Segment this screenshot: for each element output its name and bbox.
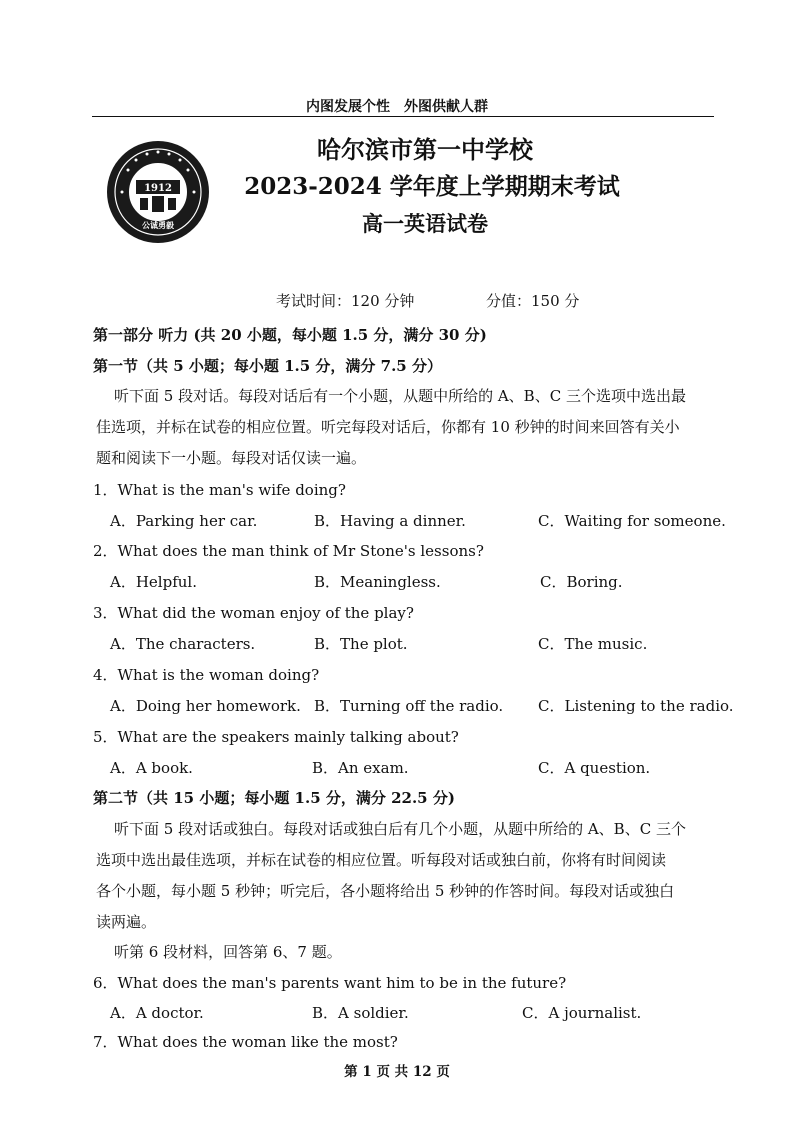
option-a: A．Doing her homework.: [110, 697, 301, 715]
paper-title: 高一英语试卷: [362, 211, 488, 236]
header-note: 内图发展个性 外图供献人群: [306, 99, 488, 115]
section1-instruction: 题和阅读下一小题。每段对话仅读一遍。: [96, 449, 367, 467]
seal-year: 1912: [144, 183, 172, 194]
question-stem: 1．What is the man's wife doing?: [93, 481, 346, 499]
option-b: B．A soldier.: [312, 1004, 409, 1022]
option-b: B．The plot.: [314, 635, 408, 653]
exam-score: 分值：150 分: [486, 292, 580, 310]
option-c: C．Boring.: [540, 573, 623, 591]
section1-instruction: 佳选项，并标在试卷的相应位置。听完每段对话后，你都有 10 秒钟的时间来回答有关小: [96, 418, 680, 436]
option-c: C．Waiting for someone.: [538, 512, 726, 530]
question-stem: 3．What did the woman enjoy of the play?: [93, 604, 414, 622]
material-note: 听第 6 段材料，回答第 6、7 题。: [114, 943, 342, 961]
header-rule: [92, 116, 714, 117]
option-a: A．A doctor.: [110, 1004, 204, 1022]
option-b: B．Meaningless.: [314, 573, 441, 591]
page-footer: 第 1 页 共 12 页: [344, 1064, 450, 1080]
school-name: 哈尔滨市第一中学校: [317, 135, 533, 164]
exam-time: 考试时间：120 分钟: [276, 292, 415, 310]
section2-instruction: 读两遍。: [96, 913, 157, 931]
question-stem: 7．What does the woman like the most?: [93, 1033, 398, 1051]
option-a: A．The characters.: [110, 635, 256, 653]
option-c: C．Listening to the radio.: [538, 697, 734, 715]
option-b: B．An exam.: [312, 759, 409, 777]
option-a: A．Parking her car.: [110, 512, 258, 530]
section1-instruction: 听下面 5 段对话。每段对话后有一个小题，从题中所给的 A、B、C 三个选项中选出最: [114, 387, 686, 405]
question-stem: 6．What does the man's parents want him to be in the future?: [93, 974, 567, 992]
exam-title: 2023-2024 学年度上学期期末考试: [244, 173, 620, 200]
option-a: A．A book.: [110, 759, 193, 777]
section1-heading: 第一节（共 5 小题；每小题 1.5 分，满分 7.5 分）: [93, 357, 442, 375]
option-c: C．The music.: [538, 635, 648, 653]
option-c: C．A question.: [538, 759, 651, 777]
section2-heading: 第二节（共 15 小题；每小题 1.5 分，满分 22.5 分): [93, 789, 455, 807]
option-b: B．Turning off the radio.: [314, 697, 504, 715]
seal-motto: 公诚勇毅: [142, 221, 174, 230]
section2-instruction: 选项中选出最佳选项，并标在试卷的相应位置。听每段对话或独白前，你将有时间阅读: [96, 851, 667, 869]
question-stem: 2．What does the man think of Mr Stone's lessons?: [93, 542, 484, 560]
section2-instruction: 各个小题，每小题 5 秒钟；听完后，各小题将给出 5 秒钟的作答时间。每段对话或独白: [96, 882, 675, 900]
option-c: C．A journalist.: [522, 1004, 642, 1022]
option-a: A．Helpful.: [110, 573, 197, 591]
option-b: B．Having a dinner.: [314, 512, 466, 530]
part-heading: 第一部分 听力 (共 20 小题，每小题 1.5 分，满分 30 分): [93, 326, 487, 344]
question-stem: 5．What are the speakers mainly talking about?: [93, 728, 459, 746]
question-stem: 4．What is the woman doing?: [93, 666, 320, 684]
school-seal-icon: [106, 140, 210, 244]
section2-instruction: 听下面 5 段对话或独白。每段对话或独白后有几个小题，从题中所给的 A、B、C 三个: [114, 820, 686, 838]
